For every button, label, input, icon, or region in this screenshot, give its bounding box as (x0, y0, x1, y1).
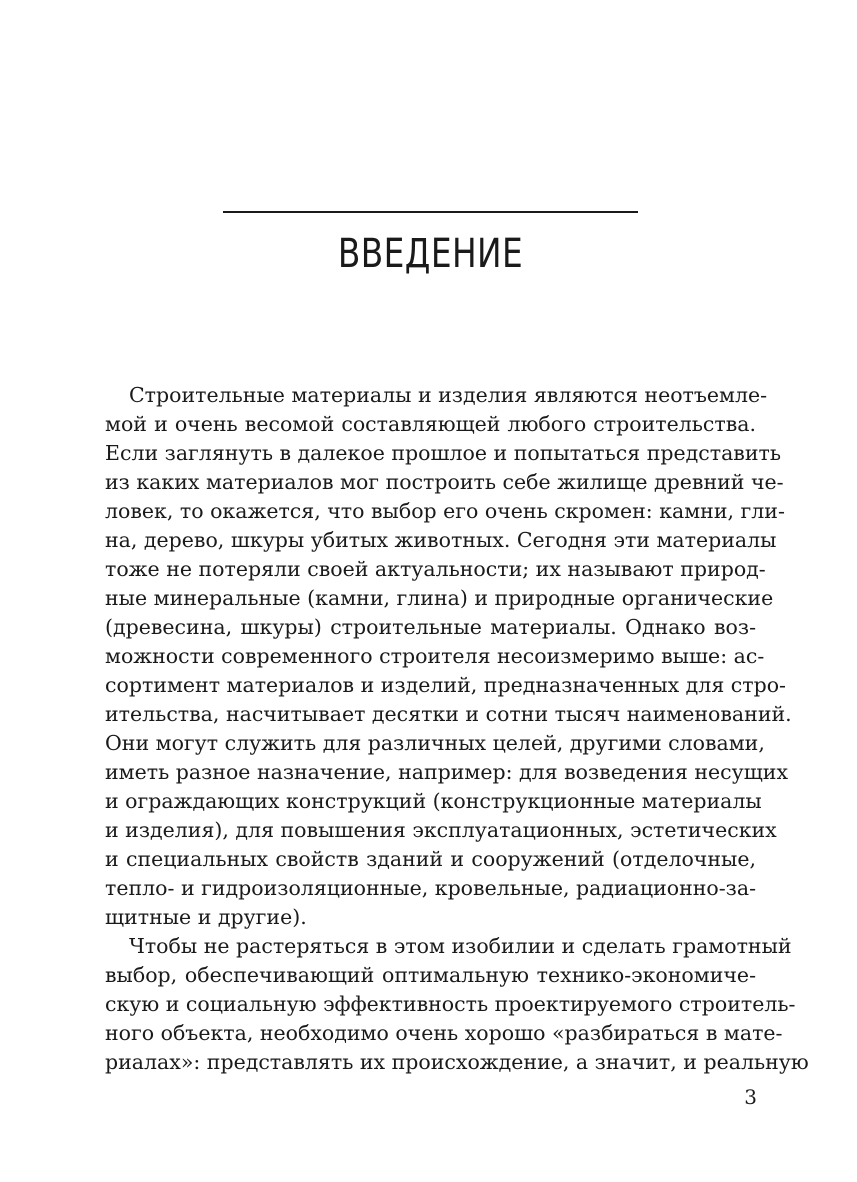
text-line: иметь разное назначение, например: для возведения несущих (105, 760, 789, 784)
text-line: ловек, то окажется, что выбор его очень скромен: камни, гли- (105, 499, 785, 523)
text-line: и ограждающих конструкций (конструкционные материалы (105, 789, 762, 813)
text-line: тепло- и гидроизоляционные, кровельные, радиационно-за- (105, 876, 756, 900)
text-line: мой и очень весомой составляющей любого строительства. (105, 412, 756, 436)
text-line: Строительные материалы и изделия являются неотъемле- (129, 383, 768, 407)
paragraph-2 (105, 932, 809, 1077)
text-line: выбор, обеспечивающий оптимальную технико-экономиче- (105, 963, 756, 987)
text-line: ного объекта, необходимо очень хорошо «разбираться в мате- (105, 1021, 783, 1045)
text-line: ительства, насчитывает десятки и сотни тысяч наименований. (105, 702, 792, 726)
text-line: и изделия), для повышения эксплуатационных, эстетических (105, 818, 777, 842)
text-line: и специальных свойств зданий и сооружений (отделочные, (105, 847, 756, 871)
text-line: Если заглянуть в далекое прошлое и попытаться представить (105, 441, 781, 465)
text-line: сортимент материалов и изделий, предназначенных для стро- (105, 673, 786, 697)
text-line: щитные и другие). (105, 905, 307, 929)
text-line: можности современного строителя несоизмеримо выше: ас- (105, 644, 765, 668)
text-line: риалах»: представлять их происхождение, а значит, и реальную (105, 1050, 809, 1074)
page-number: 3 (744, 1085, 757, 1109)
chapter-title: ВВЕДЕНИЕ (337, 231, 524, 277)
text-line: Они могут служить для различных целей, другими словами, (105, 731, 765, 755)
paragraph-1 (105, 381, 792, 932)
text-line: ные минеральные (камни, глина) и природные органические (105, 586, 774, 610)
text-line: на, дерево, шкуры убитых животных. Сегодня эти материалы (105, 528, 777, 552)
title-rule (223, 211, 638, 213)
text-line: Чтобы не растеряться в этом изобилии и сделать грамотный (129, 934, 792, 958)
text-line: тоже не потеряли своей актуальности; их называют природ- (105, 557, 766, 581)
text-line: из каких материалов мог построить себе жилище древний че- (105, 470, 784, 494)
body-text (105, 381, 809, 1077)
text-line: скую и социальную эффективность проектируемого строитель- (105, 992, 796, 1016)
text-line: (древесина, шкуры) строительные материалы. Однако воз- (105, 615, 756, 639)
